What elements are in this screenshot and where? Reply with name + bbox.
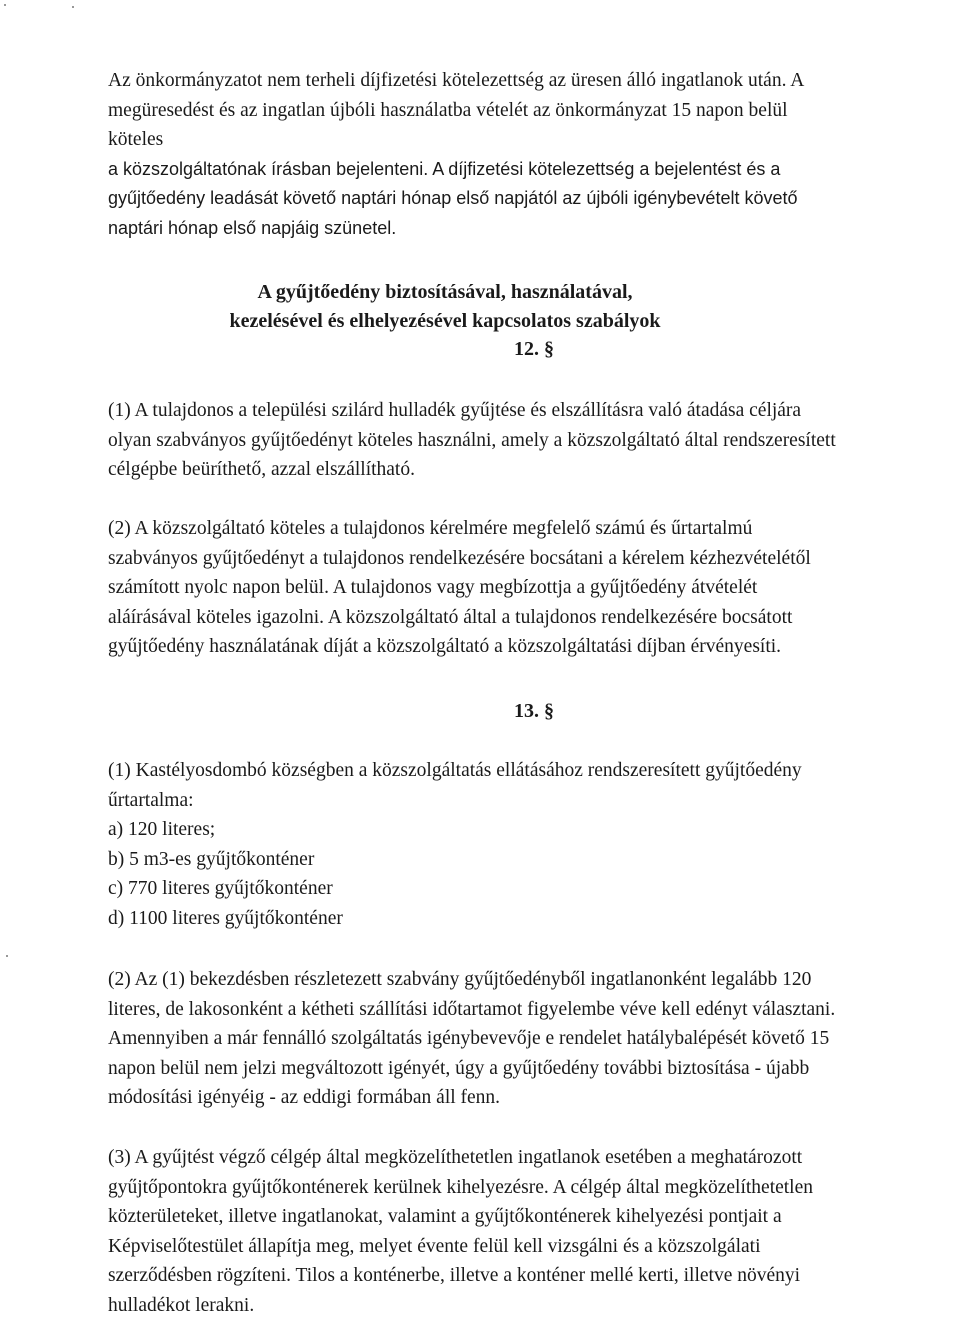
paragraph-line: hulladékot lerakni. <box>108 1291 928 1320</box>
intro-line: a közszolgáltatónak írásban bejelenteni. A díjfizetési kötelezettség a bejelentést és a <box>108 155 928 185</box>
paragraph-line: Amennyiben a már fennálló szolgáltatás igénybevevője e rendelet hatálybalépését követő 15 <box>108 1024 928 1054</box>
paragraph-line: Képviselőtestület állapítja meg, melyet évente felül kell vizsgálni és a közszolgálati <box>108 1232 928 1262</box>
paragraph-line: célgépbe beüríthető, azzal elszállítható. <box>108 455 928 485</box>
paragraph-line: aláírásával köteles igazolni. A közszolgáltató által a tulajdonos rendelkezésére bocsátott <box>108 603 928 633</box>
scan-speck <box>72 6 74 8</box>
section-number-12: 12. § <box>514 338 554 361</box>
paragraph-line: szerződésben rögzíteni. Tilos a konténerbe, illetve a konténer mellé kerti, illetve növényi <box>108 1261 928 1291</box>
scan-speck <box>6 955 8 957</box>
paragraph-line: módosítási igényéig - az eddigi formában áll fenn. <box>108 1083 928 1113</box>
section-13-paragraph-2 <box>108 965 928 1113</box>
paragraph-line: (1) A tulajdonos a települési szilárd hulladék gyűjtése és elszállításra való átadása céljára <box>108 396 928 426</box>
paragraph-line: olyan szabványos gyűjtőedényt köteles használni, amely a közszolgáltató által rendszeresített <box>108 426 928 456</box>
paragraph-line: közterületeket, illetve ingatlanokat, valamint a gyűjtőkonténerek kihelyezési pontjait a <box>108 1202 928 1232</box>
intro-line: naptári hónap első napjáig szünetel. <box>108 214 928 244</box>
heading-line: kezelésével és elhelyezésével kapcsolatos szabályok <box>0 307 890 336</box>
section-12-paragraph-2 <box>108 514 928 662</box>
list-item: c) 770 literes gyűjtőkonténer <box>108 874 928 904</box>
paragraph-line: (2) Az (1) bekezdésben részletezett szabvány gyűjtőedényből ingatlanonként legalább 120 <box>108 965 928 995</box>
paragraph-line: gyűjtőpontokra gyűjtőkonténerek kerülnek kihelyezésre. A célgép által megközelíthetetlen <box>108 1173 928 1203</box>
intro-paragraph <box>108 66 928 243</box>
paragraph-line: gyűjtőedény használatának díját a közszolgáltató a közszolgáltatási díjban érvényesíti. <box>108 632 928 662</box>
section-heading <box>0 278 890 336</box>
paragraph-line: (2) A közszolgáltató köteles a tulajdonos kérelmére megfelelő számú és űrtartalmú <box>108 514 928 544</box>
scan-speck <box>4 4 6 6</box>
intro-line: köteles <box>108 125 928 155</box>
paragraph-line: (1) Kastélyosdombó községben a közszolgáltatás ellátásához rendszeresített gyűjtőedény <box>108 756 928 786</box>
list-item: d) 1100 literes gyűjtőkonténer <box>108 904 928 934</box>
paragraph-line: napon belül nem jelzi megváltozott igényét, úgy a gyűjtőedény további biztosítása - újabb <box>108 1054 928 1084</box>
section-13-paragraph-3 <box>108 1143 928 1320</box>
list-item: a) 120 literes; <box>108 815 928 845</box>
heading-line: A gyűjtőedény biztosításával, használatával, <box>0 278 890 307</box>
paragraph-line: számított nyolc napon belül. A tulajdonos vagy megbízottja a gyűjtőedény átvételét <box>108 573 928 603</box>
paragraph-line: űrtartalma: <box>108 786 928 816</box>
section-13-paragraph-1 <box>108 756 928 933</box>
section-number-13: 13. § <box>514 700 554 723</box>
intro-line: Az önkormányzatot nem terheli díjfizetési kötelezettség az üresen álló ingatlanok után. A <box>108 66 928 96</box>
paragraph-line: (3) A gyűjtést végző célgép által megközelíthetetlen ingatlanok esetében a meghatározott <box>108 1143 928 1173</box>
paragraph-line: literes, de lakosonként a kétheti szállítási időtartamot figyelembe véve kell edényt választani. <box>108 995 928 1025</box>
intro-line: megüresedést és az ingatlan újbóli használatba vételét az önkormányzat 15 napon belül <box>108 96 928 126</box>
paragraph-line: szabványos gyűjtőedényt a tulajdonos rendelkezésére bocsátani a kérelem kézhezvételétől <box>108 544 928 574</box>
list-item: b) 5 m3-es gyűjtőkonténer <box>108 845 928 875</box>
intro-line: gyűjtőedény leadását követő naptári hónap első napjától az újbóli igénybevételt követő <box>108 184 928 214</box>
section-12-paragraph-1 <box>108 396 928 485</box>
